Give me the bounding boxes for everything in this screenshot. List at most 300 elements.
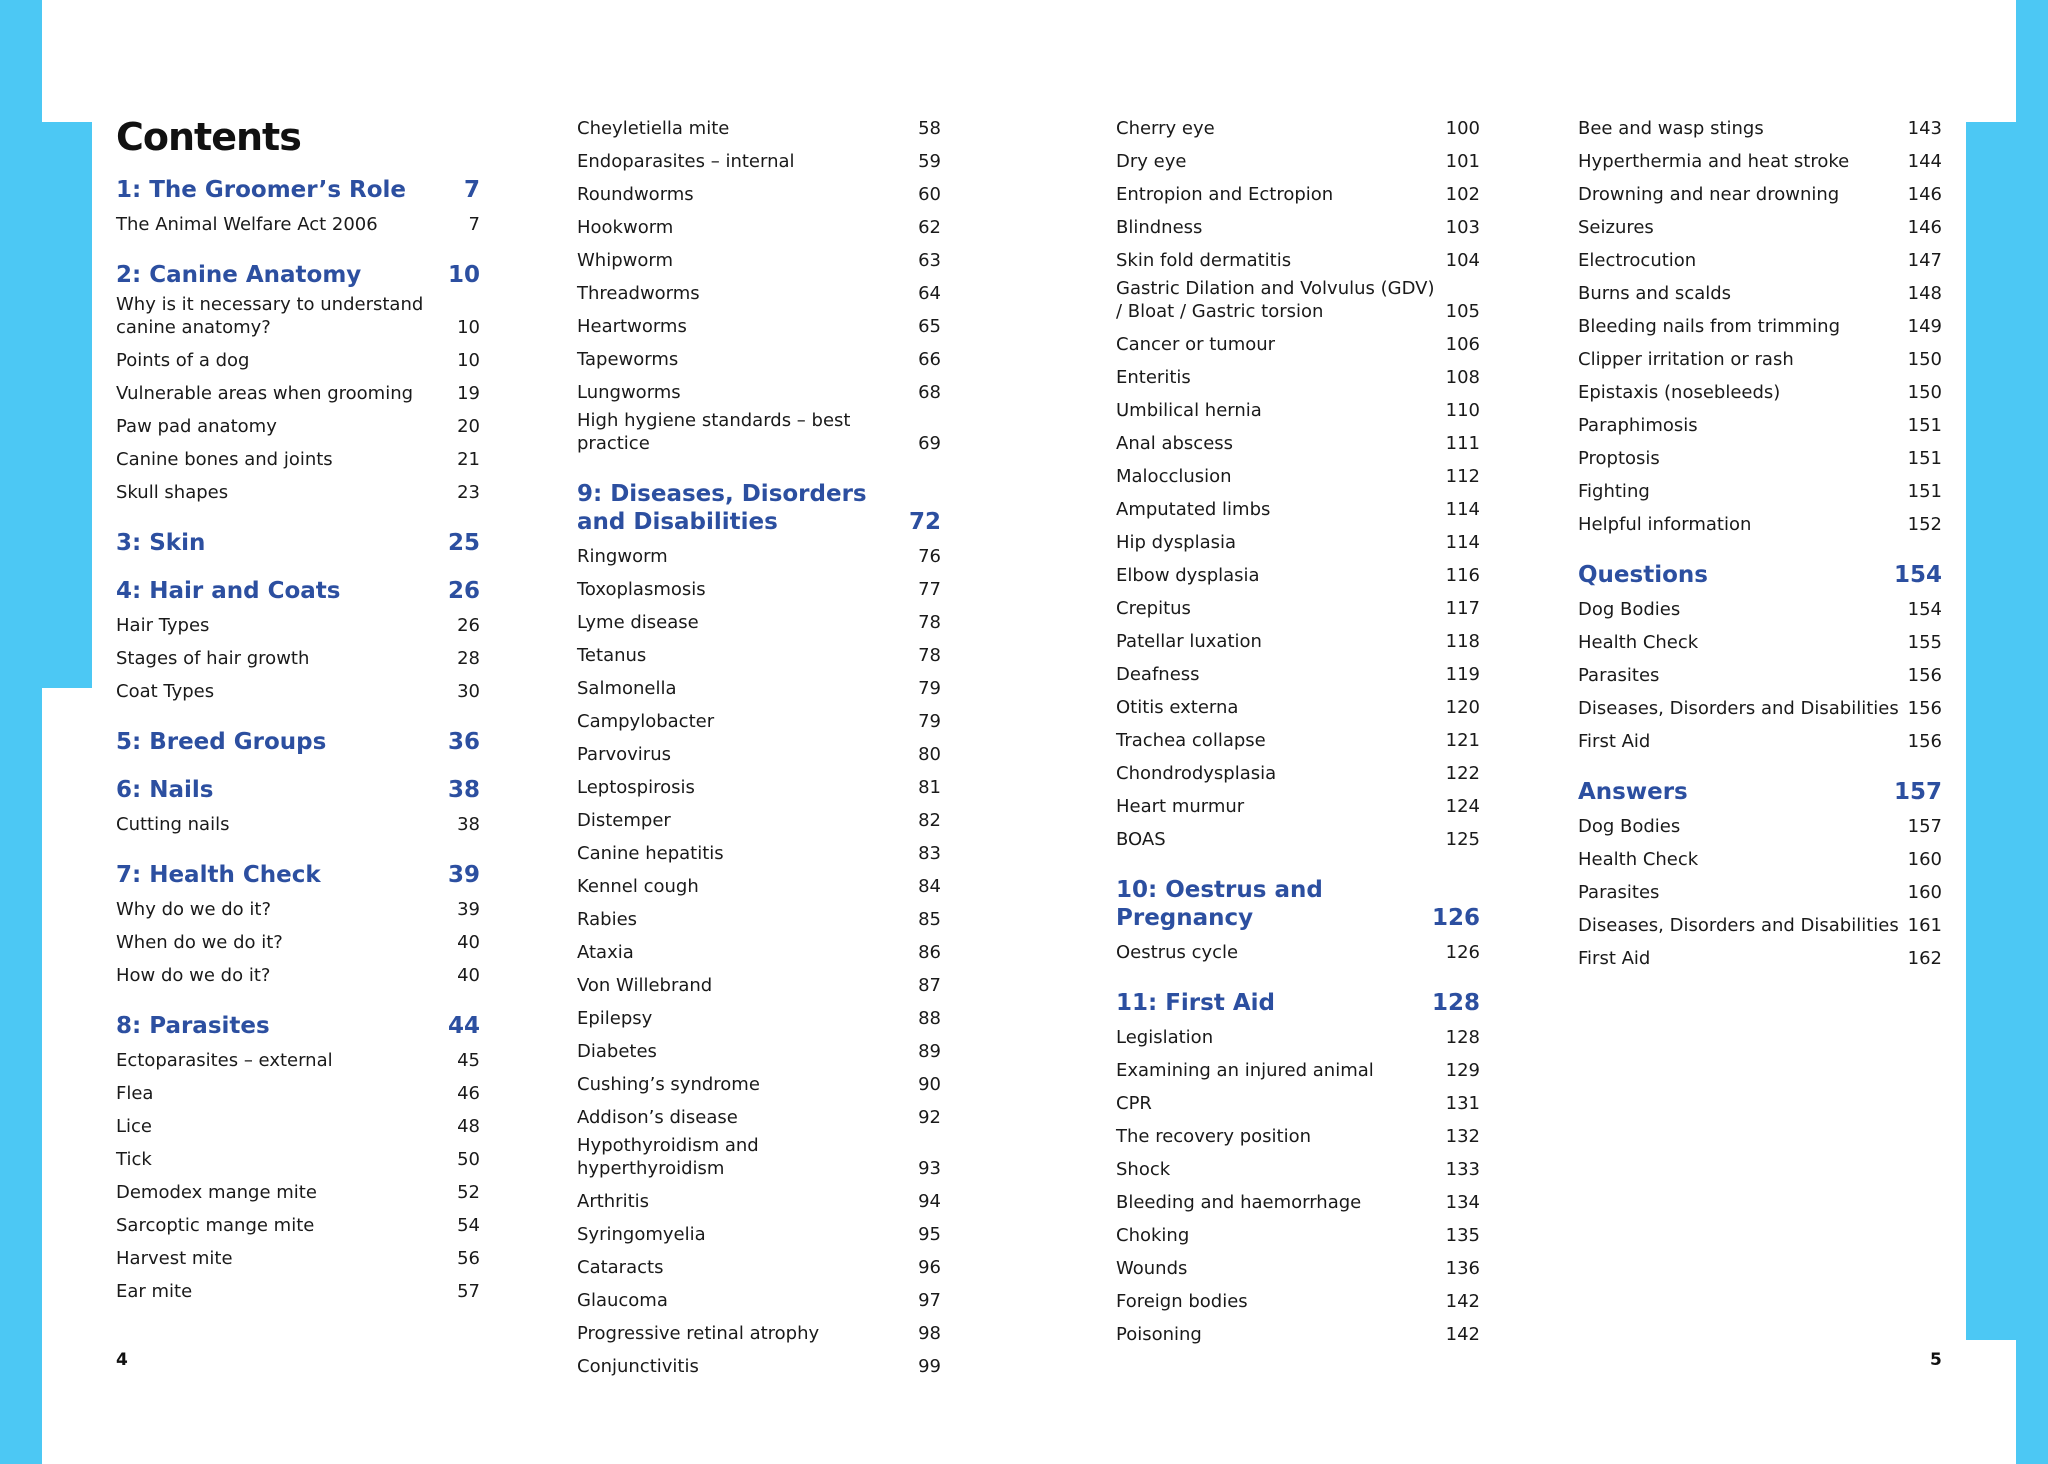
toc-entry[interactable] — [1578, 310, 1942, 343]
toc-entry-title: Epilepsy — [577, 1008, 653, 1029]
toc-entry-title: Cataracts — [577, 1257, 664, 1278]
toc-entry[interactable] — [1116, 1153, 1480, 1186]
toc-entry-page: 23 — [457, 482, 480, 503]
toc-entry-page: 125 — [1445, 829, 1480, 850]
toc-section — [116, 577, 480, 708]
toc-entry-page: 116 — [1445, 565, 1480, 586]
page-title: Contents — [116, 115, 301, 159]
section-heading[interactable] — [577, 480, 941, 536]
toc-entry-page: 97 — [918, 1290, 941, 1311]
section-heading[interactable] — [1116, 989, 1480, 1017]
toc-entry[interactable] — [1116, 1087, 1480, 1120]
toc-entry[interactable] — [1116, 1186, 1480, 1219]
toc-entry[interactable] — [1578, 244, 1942, 277]
toc-entry[interactable] — [577, 639, 941, 672]
toc-entry[interactable] — [1578, 843, 1942, 876]
toc-entry-page: 87 — [918, 975, 941, 996]
toc-entry-title: Campylobacter — [577, 711, 715, 732]
toc-entry-title: Lungworms — [577, 382, 681, 403]
toc-entry-page: 102 — [1445, 184, 1480, 205]
toc-entry[interactable] — [116, 1143, 480, 1176]
toc-entry[interactable] — [1578, 343, 1942, 376]
toc-entry-page: 82 — [918, 810, 941, 831]
toc-entry[interactable] — [577, 376, 941, 409]
toc-entry[interactable] — [116, 1077, 480, 1110]
toc-entry-page: 95 — [918, 1224, 941, 1245]
toc-entry-title: Foreign bodies — [1116, 1291, 1248, 1312]
toc-entry[interactable] — [577, 672, 941, 705]
toc-entry[interactable] — [1116, 1318, 1480, 1351]
toc-entry-page: 117 — [1445, 598, 1480, 619]
toc-entry-page: 128 — [1445, 1027, 1480, 1048]
section-page: 72 — [908, 509, 941, 535]
toc-entry[interactable] — [1116, 460, 1480, 493]
toc-entry-title: Chondrodysplasia — [1116, 763, 1277, 784]
toc-entry-title: Cherry eye — [1116, 118, 1215, 139]
toc-section — [1116, 989, 1480, 1351]
toc-entry[interactable] — [1116, 658, 1480, 691]
toc-entry-page: 155 — [1907, 632, 1942, 653]
toc-entry[interactable] — [577, 1101, 941, 1134]
toc-entry-page: 150 — [1907, 382, 1942, 403]
toc-entry-title: Glaucoma — [577, 1290, 668, 1311]
toc-entry-page: 26 — [457, 615, 480, 636]
section-title: 6: Nails — [116, 777, 214, 803]
toc-entry-page: 78 — [918, 612, 941, 633]
toc-entry[interactable] — [1578, 277, 1942, 310]
toc-entry[interactable] — [577, 1002, 941, 1035]
toc-entry-page: 103 — [1445, 217, 1480, 238]
toc-continued — [1116, 112, 1480, 856]
toc-entry[interactable] — [1116, 1252, 1480, 1285]
toc-entry-page: 57 — [457, 1281, 480, 1302]
toc-entry[interactable] — [1116, 1021, 1480, 1054]
toc-entry[interactable] — [1116, 178, 1480, 211]
section-page: 25 — [447, 530, 480, 556]
toc-entry-page: 160 — [1907, 849, 1942, 870]
toc-entry[interactable] — [1116, 1120, 1480, 1153]
left-accent-bar — [0, 0, 42, 1464]
toc-entry-title: Crepitus — [1116, 598, 1191, 619]
toc-entry-title: Lice — [116, 1116, 152, 1137]
toc-entry[interactable] — [1578, 475, 1942, 508]
toc-entry[interactable] — [1116, 559, 1480, 592]
toc-entry[interactable] — [1578, 145, 1942, 178]
toc-entry[interactable] — [577, 1134, 941, 1185]
toc-entry-title: Threadworms — [577, 283, 700, 304]
toc-entry[interactable] — [577, 1035, 941, 1068]
right-accent-bar — [2016, 0, 2048, 1464]
toc-entry[interactable] — [577, 969, 941, 1002]
toc-entry-title: Points of a dog — [116, 350, 250, 371]
toc-entry-title: Bleeding nails from trimming — [1578, 316, 1840, 337]
toc-entry-title: Parasites — [1578, 882, 1660, 903]
toc-entry[interactable] — [116, 1044, 480, 1077]
toc-entry-title: How do we do it? — [116, 965, 271, 986]
section-title: 1: The Groomer’s Role — [116, 177, 407, 203]
section-page: 39 — [447, 862, 480, 888]
toc-entry-title: Rabies — [577, 909, 638, 930]
toc-entry-page: 7 — [468, 214, 480, 235]
toc-entry[interactable] — [577, 1068, 941, 1101]
toc-section — [116, 176, 480, 241]
toc-entry-title: Electrocution — [1578, 250, 1697, 271]
toc-entry[interactable] — [577, 178, 941, 211]
toc-entry[interactable] — [116, 377, 480, 410]
toc-entry[interactable] — [577, 606, 941, 639]
toc-entry-title: Von Willebrand — [577, 975, 713, 996]
toc-entry-title: Heart murmur — [1116, 796, 1245, 817]
toc-entry-title: Ear mite — [116, 1281, 193, 1302]
contents-column-4 — [1578, 112, 1942, 995]
toc-entry[interactable] — [1578, 692, 1942, 725]
toc-entry-page: 162 — [1907, 948, 1942, 969]
toc-entry[interactable] — [116, 1110, 480, 1143]
toc-entry[interactable] — [577, 1251, 941, 1284]
toc-entry[interactable] — [1578, 112, 1942, 145]
toc-entry-page: 63 — [918, 250, 941, 271]
toc-entry-page: 161 — [1907, 915, 1942, 936]
section-heading[interactable] — [116, 728, 480, 756]
toc-entry-title: Toxoplasmosis — [577, 579, 706, 600]
toc-entry[interactable] — [1116, 1054, 1480, 1087]
toc-entry[interactable] — [1578, 909, 1942, 942]
toc-entry-page: 92 — [918, 1107, 941, 1128]
toc-entry[interactable] — [1116, 361, 1480, 394]
toc-entry[interactable] — [577, 310, 941, 343]
toc-entry-title: Cushing’s syndrome — [577, 1074, 760, 1095]
section-heading[interactable] — [116, 529, 480, 557]
toc-entry-page: 98 — [918, 1323, 941, 1344]
toc-entry-title: Dog Bodies — [1578, 599, 1681, 620]
toc-entry-page: 110 — [1445, 400, 1480, 421]
toc-entry[interactable] — [577, 343, 941, 376]
toc-entry[interactable] — [577, 1284, 941, 1317]
toc-entry[interactable] — [116, 1275, 480, 1308]
toc-entry-page: 76 — [918, 546, 941, 567]
toc-entry-page: 151 — [1907, 481, 1942, 502]
toc-entry-title: Diabetes — [577, 1041, 657, 1062]
toc-entry[interactable] — [1578, 626, 1942, 659]
toc-entry[interactable] — [1578, 508, 1942, 541]
section-heading[interactable] — [1116, 876, 1480, 932]
toc-entry-page: 156 — [1907, 698, 1942, 719]
toc-entry-page: 156 — [1907, 731, 1942, 752]
toc-section — [1578, 561, 1942, 758]
section-page: 128 — [1431, 990, 1480, 1016]
toc-entry-title: When do we do it? — [116, 932, 283, 953]
section-heading[interactable] — [116, 176, 480, 204]
toc-entry-page: 54 — [457, 1215, 480, 1236]
toc-entry-title: Ectoparasites – external — [116, 1050, 333, 1071]
contents-column-3 — [1116, 112, 1480, 1371]
toc-entry-page: 50 — [457, 1149, 480, 1170]
toc-entry[interactable] — [1116, 592, 1480, 625]
toc-entry-page: 88 — [918, 1008, 941, 1029]
toc-entry-page: 100 — [1445, 118, 1480, 139]
toc-entry-title: Amputated limbs — [1116, 499, 1271, 520]
toc-entry[interactable] — [116, 344, 480, 377]
section-heading[interactable] — [116, 261, 480, 289]
toc-entry-title: Stages of hair growth — [116, 648, 310, 669]
toc-entry[interactable] — [1116, 1219, 1480, 1252]
toc-section — [116, 261, 480, 509]
section-title: 10: Oestrus and Pregnancy — [1116, 877, 1323, 931]
toc-entry[interactable] — [1116, 145, 1480, 178]
toc-entry[interactable] — [116, 642, 480, 675]
toc-entry-page: 66 — [918, 349, 941, 370]
toc-entry[interactable] — [577, 705, 941, 738]
toc-entry-page: 10 — [457, 350, 480, 371]
section-heading[interactable] — [116, 861, 480, 889]
toc-entry-title: Cheyletiella mite — [577, 118, 730, 139]
toc-entry[interactable] — [1578, 942, 1942, 975]
toc-entry-title: Addison’s disease — [577, 1107, 738, 1128]
toc-entry-title: Hip dysplasia — [1116, 532, 1237, 553]
toc-entry[interactable] — [1116, 328, 1480, 361]
toc-entry-title: Ringworm — [577, 546, 668, 567]
toc-entry[interactable] — [577, 837, 941, 870]
toc-entry-title: Shock — [1116, 1159, 1171, 1180]
toc-entry[interactable] — [116, 476, 480, 509]
page-number-left: 4 — [116, 1350, 128, 1370]
toc-entry-page: 132 — [1445, 1126, 1480, 1147]
toc-entry-page: 46 — [457, 1083, 480, 1104]
section-page: 157 — [1893, 779, 1942, 805]
toc-entry[interactable] — [577, 1350, 941, 1383]
toc-entry-page: 156 — [1907, 665, 1942, 686]
section-heading[interactable] — [116, 1012, 480, 1040]
toc-entry-title: Whipworm — [577, 250, 673, 271]
toc-entry-page: 122 — [1445, 763, 1480, 784]
section-heading[interactable] — [1578, 778, 1942, 806]
toc-entry-page: 146 — [1907, 184, 1942, 205]
toc-entry[interactable] — [116, 293, 480, 344]
toc-entry-title: Ataxia — [577, 942, 634, 963]
toc-entry-page: 40 — [457, 965, 480, 986]
toc-entry-title: Skin fold dermatitis — [1116, 250, 1292, 271]
toc-entry-title: Hair Types — [116, 615, 210, 636]
toc-entry[interactable] — [1116, 936, 1480, 969]
toc-entry-title: Tetanus — [577, 645, 647, 666]
toc-entry-title: Diseases, Disorders and Disabilities — [1578, 698, 1899, 719]
toc-entry[interactable] — [1578, 178, 1942, 211]
toc-entry[interactable] — [116, 926, 480, 959]
section-page: 38 — [447, 777, 480, 803]
toc-entry[interactable] — [1116, 427, 1480, 460]
toc-entry[interactable] — [1116, 112, 1480, 145]
toc-entry-page: 152 — [1907, 514, 1942, 535]
toc-entry[interactable] — [116, 893, 480, 926]
section-heading[interactable] — [1578, 561, 1942, 589]
section-title: 4: Hair and Coats — [116, 578, 341, 604]
toc-entry[interactable] — [577, 409, 941, 460]
toc-entry-title: Progressive retinal atrophy — [577, 1323, 820, 1344]
section-title: 9: Diseases, Disorders and Disabilities — [577, 481, 867, 535]
section-title: 3: Skin — [116, 530, 206, 556]
toc-entry[interactable] — [116, 1176, 480, 1209]
toc-entry[interactable] — [577, 936, 941, 969]
toc-section — [1578, 778, 1942, 975]
toc-entry[interactable] — [577, 870, 941, 903]
toc-entry-title: Patellar luxation — [1116, 631, 1262, 652]
toc-entry-page: 79 — [918, 678, 941, 699]
toc-entry-page: 77 — [918, 579, 941, 600]
toc-entry-title: Clipper irritation or rash — [1578, 349, 1794, 370]
toc-entry[interactable] — [1116, 823, 1480, 856]
toc-entry-page: 45 — [457, 1050, 480, 1071]
toc-entry-title: Coat Types — [116, 681, 215, 702]
toc-entry[interactable] — [1578, 409, 1942, 442]
toc-entry-page: 48 — [457, 1116, 480, 1137]
toc-entry[interactable] — [116, 959, 480, 992]
section-heading[interactable] — [116, 776, 480, 804]
contents-column-2 — [577, 112, 941, 1403]
toc-entry-title: CPR — [1116, 1093, 1152, 1114]
toc-section — [116, 1012, 480, 1308]
toc-entry[interactable] — [1578, 876, 1942, 909]
toc-entry-page: 119 — [1445, 664, 1480, 685]
toc-entry[interactable] — [1578, 442, 1942, 475]
toc-entry[interactable] — [577, 804, 941, 837]
toc-entry[interactable] — [116, 1209, 480, 1242]
toc-entry-page: 142 — [1445, 1324, 1480, 1345]
toc-entry[interactable] — [1116, 757, 1480, 790]
toc-entry-page: 154 — [1907, 599, 1942, 620]
toc-entry[interactable] — [116, 1242, 480, 1275]
toc-entry-title: Helpful information — [1578, 514, 1752, 535]
toc-entry-page: 160 — [1907, 882, 1942, 903]
toc-entry-page: 89 — [918, 1041, 941, 1062]
toc-entry[interactable] — [1578, 211, 1942, 244]
toc-continued — [1578, 112, 1942, 541]
toc-entry[interactable] — [116, 410, 480, 443]
toc-entry-page: 96 — [918, 1257, 941, 1278]
toc-entry[interactable] — [1578, 376, 1942, 409]
toc-entry-title: Vulnerable areas when grooming — [116, 383, 414, 404]
toc-entry[interactable] — [1116, 1285, 1480, 1318]
contents-column-1 — [116, 112, 480, 1328]
toc-entry-page: 131 — [1445, 1093, 1480, 1114]
toc-entry[interactable] — [1578, 810, 1942, 843]
toc-entry-title: Paraphimosis — [1578, 415, 1698, 436]
toc-entry[interactable] — [577, 903, 941, 936]
toc-entry-title: Umbilical hernia — [1116, 400, 1262, 421]
toc-entry[interactable] — [1116, 724, 1480, 757]
toc-entry[interactable] — [1578, 725, 1942, 758]
toc-entry-title: Flea — [116, 1083, 154, 1104]
toc-entry-page: 151 — [1907, 448, 1942, 469]
toc-entry[interactable] — [577, 1185, 941, 1218]
toc-entry[interactable] — [1116, 211, 1480, 244]
toc-entry-title: Paw pad anatomy — [116, 416, 277, 437]
toc-entry-page: 62 — [918, 217, 941, 238]
toc-entry-page: 93 — [918, 1158, 941, 1179]
toc-entry-title: Malocclusion — [1116, 466, 1232, 487]
toc-entry[interactable] — [1116, 625, 1480, 658]
toc-entry[interactable] — [577, 277, 941, 310]
toc-entry-page: 112 — [1445, 466, 1480, 487]
toc-entry-page: 134 — [1445, 1192, 1480, 1213]
toc-entry-page: 104 — [1445, 250, 1480, 271]
toc-entry-page: 129 — [1445, 1060, 1480, 1081]
toc-entry[interactable] — [116, 808, 480, 841]
toc-entry[interactable] — [577, 1218, 941, 1251]
toc-entry-title: Enteritis — [1116, 367, 1191, 388]
toc-entry[interactable] — [116, 609, 480, 642]
toc-entry[interactable] — [577, 112, 941, 145]
toc-entry[interactable] — [1578, 659, 1942, 692]
toc-entry-title: Fighting — [1578, 481, 1650, 502]
toc-entry[interactable] — [577, 1317, 941, 1350]
toc-entry-page: 136 — [1445, 1258, 1480, 1279]
toc-entry-page: 79 — [918, 711, 941, 732]
toc-entry-title: Deafness — [1116, 664, 1200, 685]
toc-entry-page: 133 — [1445, 1159, 1480, 1180]
toc-entry[interactable] — [577, 738, 941, 771]
toc-entry-title: Proptosis — [1578, 448, 1660, 469]
toc-entry-title: The Animal Welfare Act 2006 — [116, 214, 378, 235]
toc-entry-page: 81 — [918, 777, 941, 798]
toc-entry-page: 58 — [918, 118, 941, 139]
toc-entry-title: Wounds — [1116, 1258, 1188, 1279]
toc-entry[interactable] — [1578, 593, 1942, 626]
toc-entry[interactable] — [1116, 526, 1480, 559]
toc-entry-page: 121 — [1445, 730, 1480, 751]
toc-entry[interactable] — [116, 443, 480, 476]
toc-entry[interactable] — [1116, 244, 1480, 277]
toc-entry[interactable] — [577, 771, 941, 804]
toc-section — [116, 776, 480, 841]
toc-continued — [577, 112, 941, 460]
toc-section — [116, 529, 480, 557]
toc-entry[interactable] — [1116, 691, 1480, 724]
toc-entry[interactable] — [1116, 394, 1480, 427]
toc-entry-page: 86 — [918, 942, 941, 963]
toc-entry-page: 69 — [918, 433, 941, 454]
toc-entry-page: 52 — [457, 1182, 480, 1203]
toc-entry[interactable] — [577, 145, 941, 178]
toc-entry-page: 10 — [457, 317, 480, 338]
toc-section — [577, 480, 941, 1383]
section-page: 10 — [447, 262, 480, 288]
toc-entry-page: 105 — [1445, 301, 1480, 322]
right-accent-tab — [1966, 122, 2016, 1340]
toc-entry-page: 149 — [1907, 316, 1942, 337]
toc-entry-page: 56 — [457, 1248, 480, 1269]
toc-entry-page: 68 — [918, 382, 941, 403]
toc-entry-title: Poisoning — [1116, 1324, 1202, 1345]
section-title: Answers — [1578, 779, 1688, 805]
section-heading[interactable] — [116, 577, 480, 605]
toc-entry[interactable] — [577, 573, 941, 606]
toc-entry-page: 148 — [1907, 283, 1942, 304]
section-title: 8: Parasites — [116, 1013, 270, 1039]
toc-entry-page: 114 — [1445, 499, 1480, 520]
toc-entry[interactable] — [577, 244, 941, 277]
toc-entry[interactable] — [1116, 790, 1480, 823]
toc-entry[interactable] — [577, 540, 941, 573]
toc-entry-page: 90 — [918, 1074, 941, 1095]
toc-entry-title: Hyperthermia and heat stroke — [1578, 151, 1850, 172]
toc-entry[interactable] — [1116, 277, 1480, 328]
toc-entry[interactable] — [116, 675, 480, 708]
toc-entry[interactable] — [1116, 493, 1480, 526]
toc-entry[interactable] — [116, 208, 480, 241]
toc-entry-title: Trachea collapse — [1116, 730, 1266, 751]
toc-entry-title: Examining an injured animal — [1116, 1060, 1374, 1081]
toc-entry[interactable] — [577, 211, 941, 244]
